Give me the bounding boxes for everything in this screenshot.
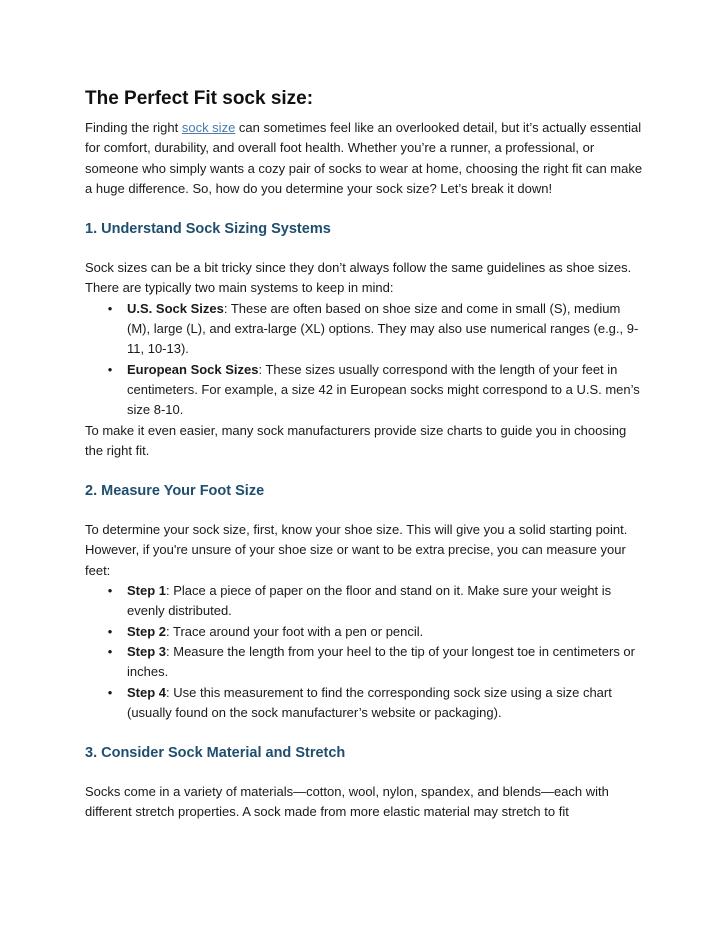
document-content <box>85 86 645 823</box>
bullet-icon: • <box>107 583 113 599</box>
list-item-term: Step 1 <box>127 583 167 599</box>
section-2-heading: 2. Measure Your Foot Size <box>85 483 265 500</box>
list-item-term: Step 4 <box>127 684 167 700</box>
section-2-paragraph: To determine your sock size, first, know your shoe size. This will give you a solid starting point. However, if you're unsure of your shoe size or want to be extra precise, you can measure your feet: <box>85 522 628 578</box>
sock-size-link[interactable]: sock size <box>181 120 236 135</box>
list-item-text: : Place a piece of paper on the floor and stand on it. Make sure your weight is evenly distributed. <box>127 583 612 619</box>
section-1-heading: 1. Understand Sock Sizing Systems <box>85 221 331 238</box>
intro-text-rest: can sometimes feel like an overlooked detail, but it’s actually essential for comfort, durability, and overall foot health. Whether you’re a runner, a professional, or someone who simply wants a cozy pair of socks to wear at home, choosing the right fit can make a huge difference. So, how do you determine your sock size? Let’s break it down! <box>85 120 643 196</box>
list-item <box>85 622 645 642</box>
list-item-text: : Use this measurement to find the corresponding sock size using a size chart (usually found on the sock manufacturer’s website or packaging). <box>127 684 612 720</box>
list-item-term: Step 3 <box>127 643 167 659</box>
bullet-icon: • <box>107 623 113 639</box>
list-item <box>85 360 645 421</box>
section-3-paragraph: Socks come in a variety of materials—cotton, wool, nylon, spandex, and blends—each with different stretch properties. A sock made from more elastic material may stretch to fit <box>85 784 609 820</box>
bullet-icon: • <box>107 684 113 700</box>
list-item <box>85 683 645 724</box>
list-item <box>85 581 645 622</box>
section-1-list <box>85 299 645 421</box>
intro-text-start: Finding the right <box>85 120 182 135</box>
list-item-term: U.S. Sock Sizes <box>127 300 224 316</box>
list-item <box>85 642 645 683</box>
section-1-after-paragraph: To make it even easier, many sock manufacturers provide size charts to guide you in choosing the right fit. <box>85 422 627 458</box>
section-1-paragraph: Sock sizes can be a bit tricky since they don’t always follow the same guidelines as shoe sizes. There are typically two main systems to keep in mind: <box>85 260 632 296</box>
list-item <box>85 299 645 360</box>
page-title: The Perfect Fit sock size: <box>85 88 314 109</box>
section-2-list <box>85 581 645 723</box>
intro-paragraph <box>85 118 645 199</box>
list-item-term: Step 2 <box>127 623 167 639</box>
list-item-text: : These sizes usually correspond with the length of your feet in centimeters. For example, a size 42 in European socks might correspond to a U.S. men’s size 8-10. <box>127 361 640 418</box>
bullet-icon: • <box>107 300 113 316</box>
list-item-text: : These are often based on shoe size and come in small (S), medium (M), large (L), and extra-large (XL) options. They may also use numerical ranges (e.g., 9-11, 10-13). <box>127 300 639 357</box>
bullet-icon: • <box>107 643 113 659</box>
section-3-heading: 3. Consider Sock Material and Stretch <box>85 745 346 762</box>
bullet-icon: • <box>107 361 113 377</box>
list-item-term: European Sock Sizes <box>127 361 259 377</box>
list-item-text: : Measure the length from your heel to the tip of your longest toe in centimeters or inches. <box>127 643 635 680</box>
list-item-text: : Trace around your foot with a pen or pencil. <box>166 623 424 639</box>
